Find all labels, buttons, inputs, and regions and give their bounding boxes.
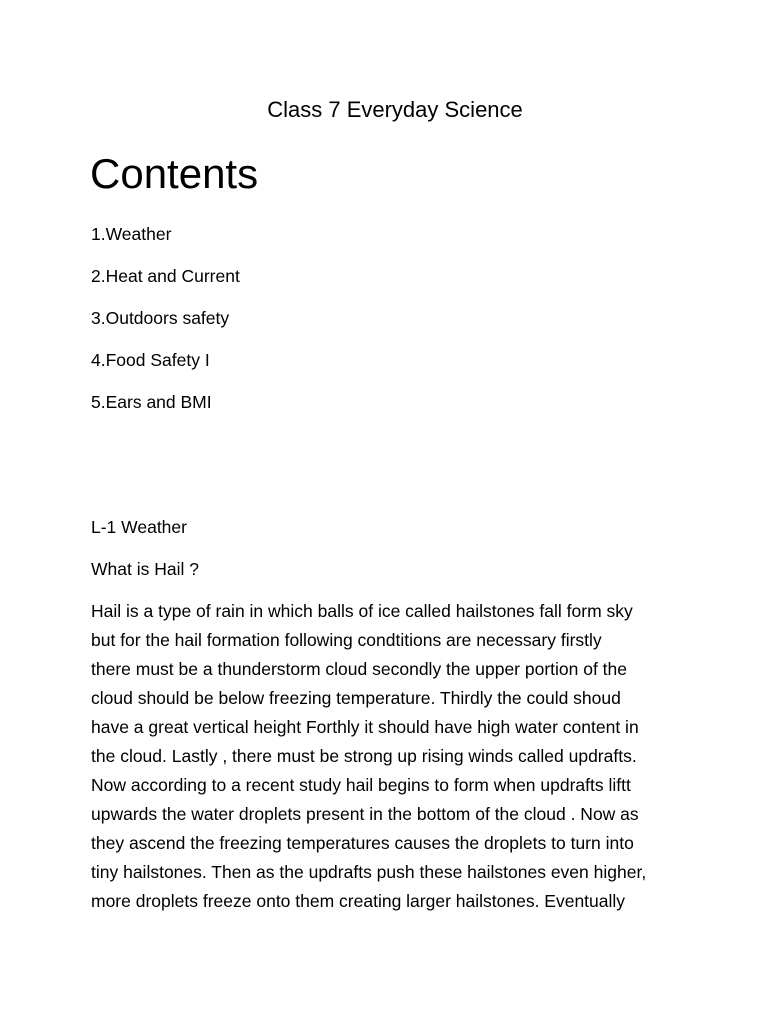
paragraph-line: more droplets freeze onto them creating larger hailstones. Eventually	[91, 891, 626, 911]
paragraph-line: but for the hail formation following condtitions are necessary firstly	[91, 630, 602, 650]
table-of-contents	[91, 222, 240, 432]
paragraph-line: Now according to a recent study hail begins to form when updrafts liftt	[91, 775, 631, 795]
body-paragraph	[91, 597, 691, 916]
paragraph-line: upwards the water droplets present in the bottom of the cloud . Now as	[91, 804, 639, 824]
question-heading: What is Hail ?	[91, 559, 199, 579]
document-title: Class 7 Everyday Science	[267, 97, 523, 122]
paragraph-line: there must be a thunderstorm cloud secondly the upper portion of the	[91, 659, 628, 679]
toc-item-outdoors-safety: 3.Outdoors safety	[91, 308, 230, 328]
contents-heading: Contents	[90, 150, 259, 197]
toc-item-ears-and-bmi: 5.Ears and BMI	[91, 392, 212, 412]
toc-item-heat-and-current: 2.Heat and Current	[91, 266, 240, 286]
toc-item-food-safety: 4.Food Safety I	[91, 350, 210, 370]
paragraph-line: tiny hailstones. Then as the updrafts push these hailstones even higher,	[91, 862, 647, 882]
lesson-heading: L-1 Weather	[91, 517, 187, 537]
paragraph-line: they ascend the freezing temperatures causes the droplets to turn into	[91, 833, 634, 853]
paragraph-line: Hail is a type of rain in which balls of ice called hailstones fall form sky	[91, 601, 633, 621]
paragraph-line: the cloud. Lastly , there must be strong up rising winds called updrafts.	[91, 746, 637, 766]
paragraph-line: cloud should be below freezing temperature. Thirdly the could shoud	[91, 688, 621, 708]
toc-item-weather: 1.Weather	[91, 224, 172, 244]
paragraph-line: have a great vertical height Forthly it should have high water content in	[91, 717, 639, 737]
